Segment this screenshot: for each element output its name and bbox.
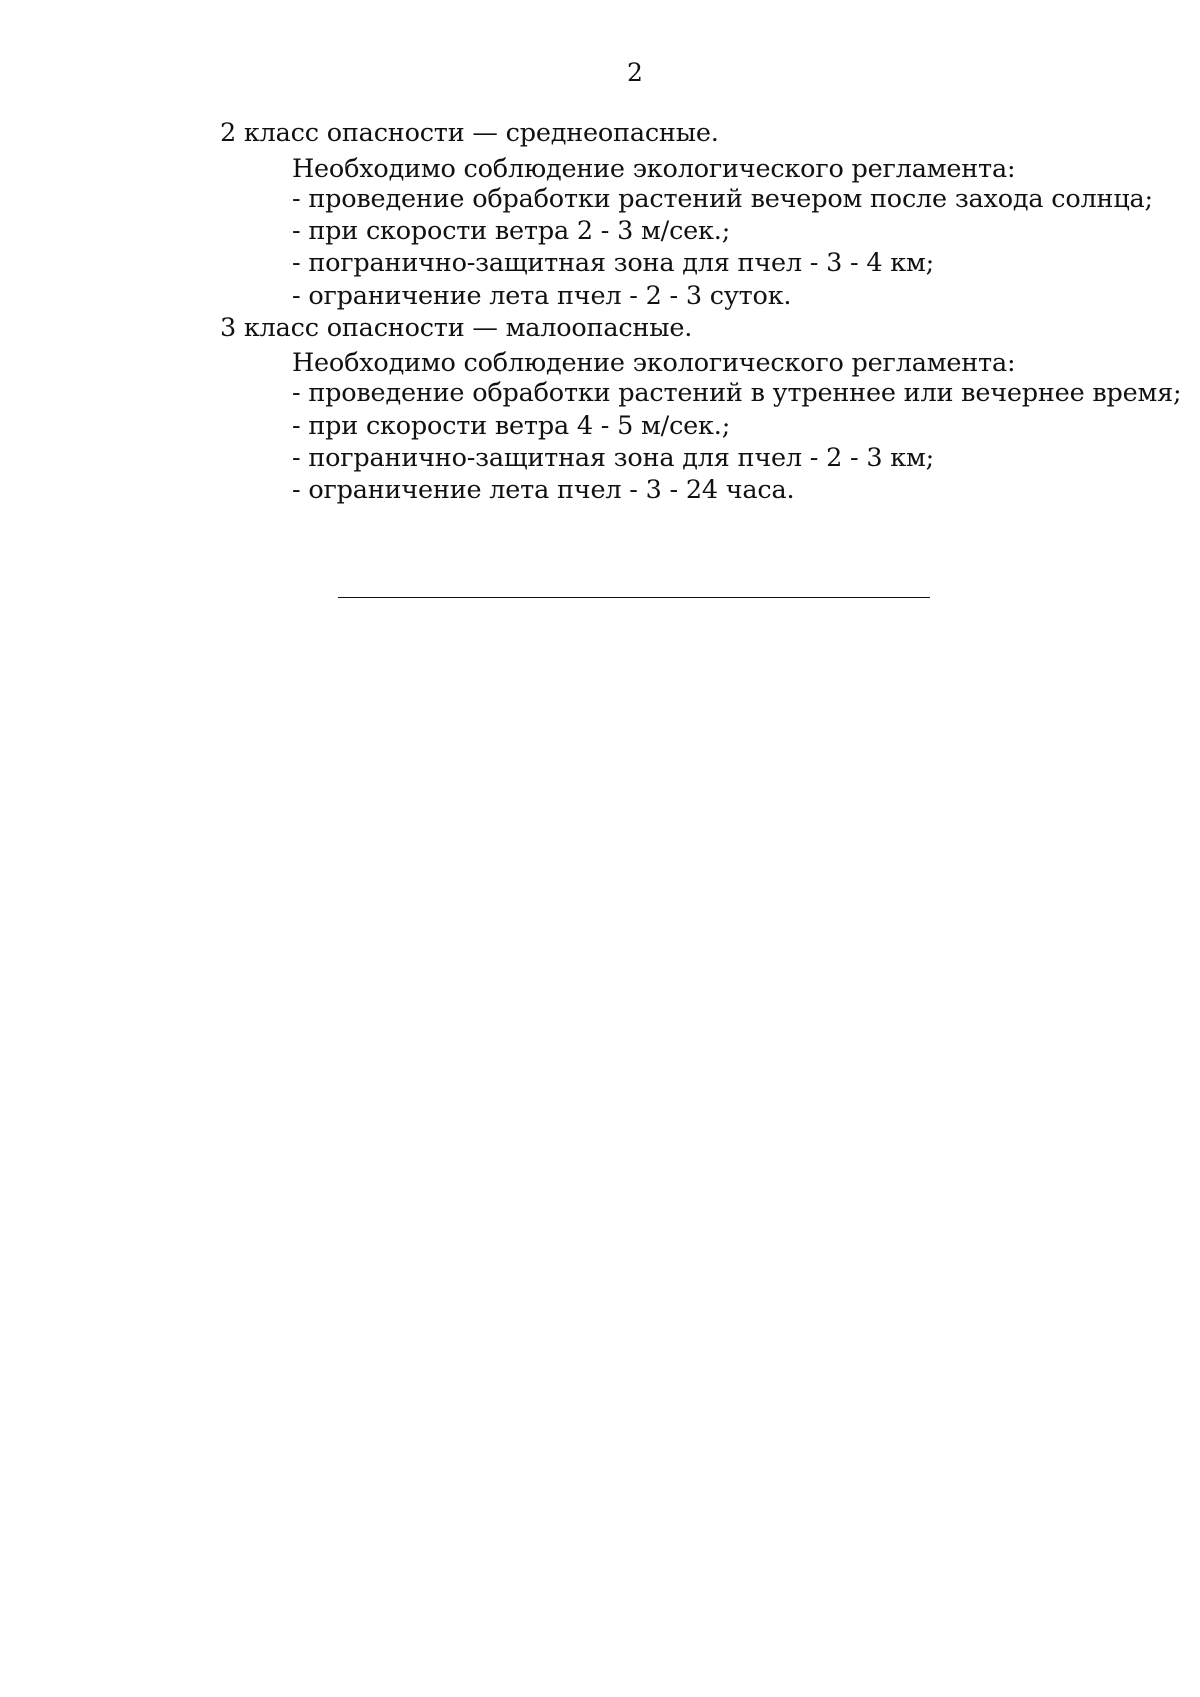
end-divider bbox=[338, 597, 930, 598]
list-item: - проведение обработки растений в утреннее или вечернее время; bbox=[292, 378, 1182, 408]
list-item: - ограничение лета пчел - 3 - 24 часа. bbox=[292, 475, 795, 505]
section-intro: Необходимо соблюдение экологического регламента: bbox=[292, 154, 1016, 184]
list-item: - погранично-защитная зона для пчел - 3 - 4 км; bbox=[292, 248, 935, 278]
list-item: - при скорости ветра 2 - 3 м/сек.; bbox=[292, 216, 731, 246]
section-heading: 3 класс опасности — малоопасные. bbox=[220, 313, 693, 343]
list-item: - погранично-защитная зона для пчел - 2 - 3 км; bbox=[292, 443, 935, 473]
page-number: 2 bbox=[627, 58, 643, 87]
list-item: - проведение обработки растений вечером после захода солнца; bbox=[292, 184, 1153, 214]
section-intro: Необходимо соблюдение экологического регламента: bbox=[292, 348, 1016, 378]
list-item: - при скорости ветра 4 - 5 м/сек.; bbox=[292, 411, 731, 441]
section-heading: 2 класс опасности — среднеопасные. bbox=[220, 118, 719, 148]
list-item: - ограничение лета пчел - 2 - 3 суток. bbox=[292, 281, 792, 311]
